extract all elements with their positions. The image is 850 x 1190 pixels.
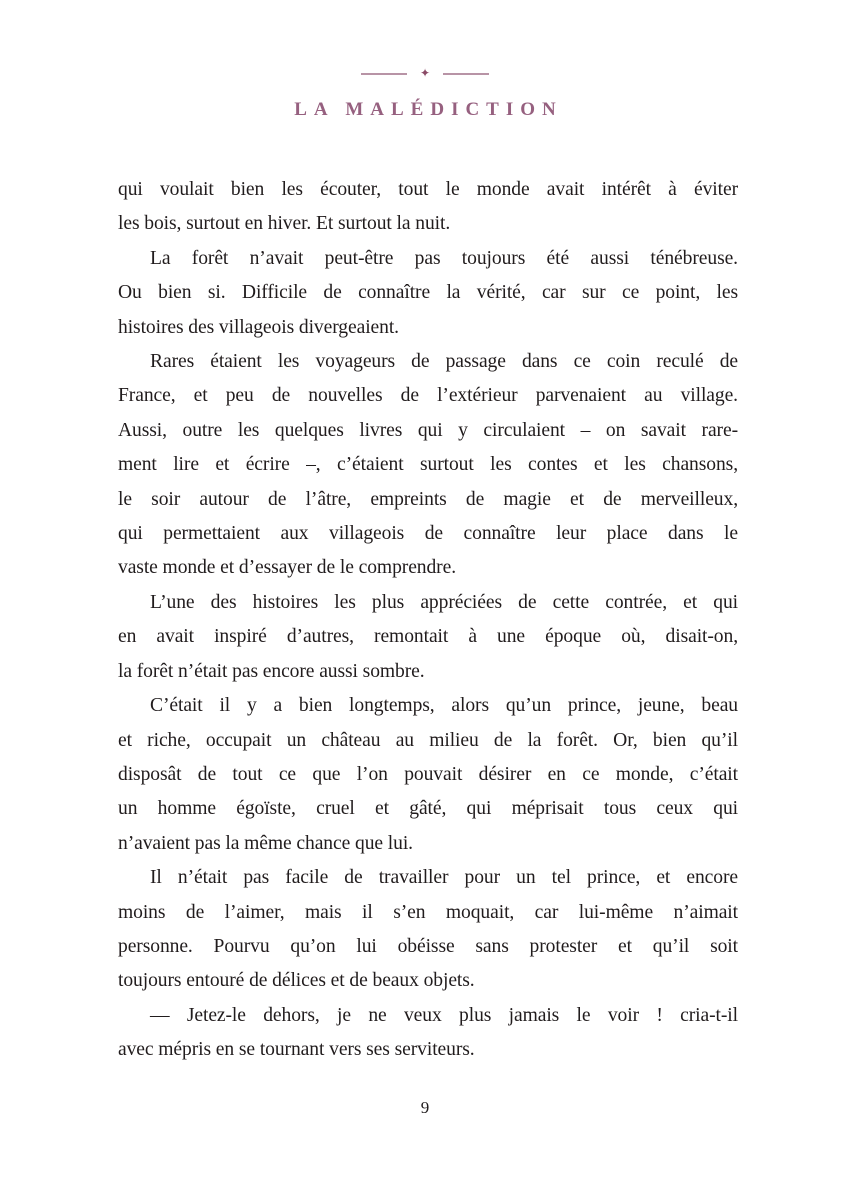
paragraph — [118, 999, 738, 1068]
text-line: C’était il y a bien longtemps, alors qu’un prince, jeune, beau — [150, 695, 738, 717]
text-line: histoires des villageois divergeaient. — [118, 316, 399, 338]
paragraph — [118, 345, 738, 586]
text-line: vaste monde et d’essayer de le comprendre. — [118, 557, 457, 579]
text-line: — Jetez-le dehors, je ne veux plus jamais le voir ! cria-t-il — [150, 1004, 738, 1026]
ornament-line-left — [361, 73, 407, 75]
text-line: disposât de tout ce que l’on pouvait désirer en ce monde, c’était — [118, 763, 738, 785]
text-line: qui voulait bien les écouter, tout le monde avait intérêt à éviter — [118, 179, 738, 200]
paragraph — [118, 689, 738, 861]
ornament-star-icon: ✦ — [419, 66, 431, 80]
ornament-line-right — [443, 73, 489, 75]
text-line: L’une des histoires les plus appréciées de cette contrée, et qui — [150, 591, 738, 613]
text-line: Ou bien si. Difficile de connaître la vérité, car sur ce point, les — [118, 282, 738, 304]
text-line: Aussi, outre les quelques livres qui y circulaient – on savait rare- — [118, 419, 738, 441]
body-text — [118, 173, 738, 1068]
text-line: la forêt n’était pas encore aussi sombre. — [118, 660, 425, 682]
paragraph — [118, 861, 738, 999]
text-line: toujours entouré de délices et de beaux objets. — [118, 970, 475, 992]
paragraph — [118, 173, 738, 242]
text-line: personne. Pourvu qu’on lui obéisse sans protester et qu’il soit — [118, 935, 738, 957]
text-line: et riche, occupait un château au milieu de la forêt. Or, bien qu’il — [118, 729, 738, 751]
paragraph — [118, 242, 738, 345]
text-line: le soir autour de l’âtre, empreints de magie et de merveilleux, — [118, 488, 738, 510]
text-line: La forêt n’avait peut-être pas toujours été aussi ténébreuse. — [150, 247, 738, 269]
text-line: Il n’était pas facile de travailler pour un tel prince, et encore — [150, 867, 738, 889]
text-line: les bois, surtout en hiver. Et surtout la nuit. — [118, 213, 451, 235]
paragraph — [118, 586, 738, 689]
text-line: moins de l’aimer, mais il s’en moquait, car lui-même n’aimait — [118, 901, 738, 923]
chapter-title: LA MALÉDICTION — [294, 99, 563, 120]
text-line: avec mépris en se tournant vers ses serviteurs. — [118, 1039, 475, 1061]
text-line: en avait inspiré d’autres, remontait à une époque où, disait-on, — [118, 626, 738, 648]
text-line: un homme égoïste, cruel et gâté, qui méprisait tous ceux qui — [118, 798, 738, 820]
text-line: ment lire et écrire –, c’étaient surtout les contes et les chansons, — [118, 454, 738, 476]
text-line: France, et peu de nouvelles de l’extérieur parvenaient au village. — [118, 385, 738, 407]
text-line: qui permettaient aux villageois de connaître leur place dans le — [118, 523, 738, 545]
header-ornament — [0, 66, 850, 82]
text-line: n’avaient pas la même chance que lui. — [118, 832, 413, 854]
text-line: Rares étaient les voyageurs de passage dans ce coin reculé de — [150, 351, 738, 373]
page-number: 9 — [420, 1098, 430, 1117]
